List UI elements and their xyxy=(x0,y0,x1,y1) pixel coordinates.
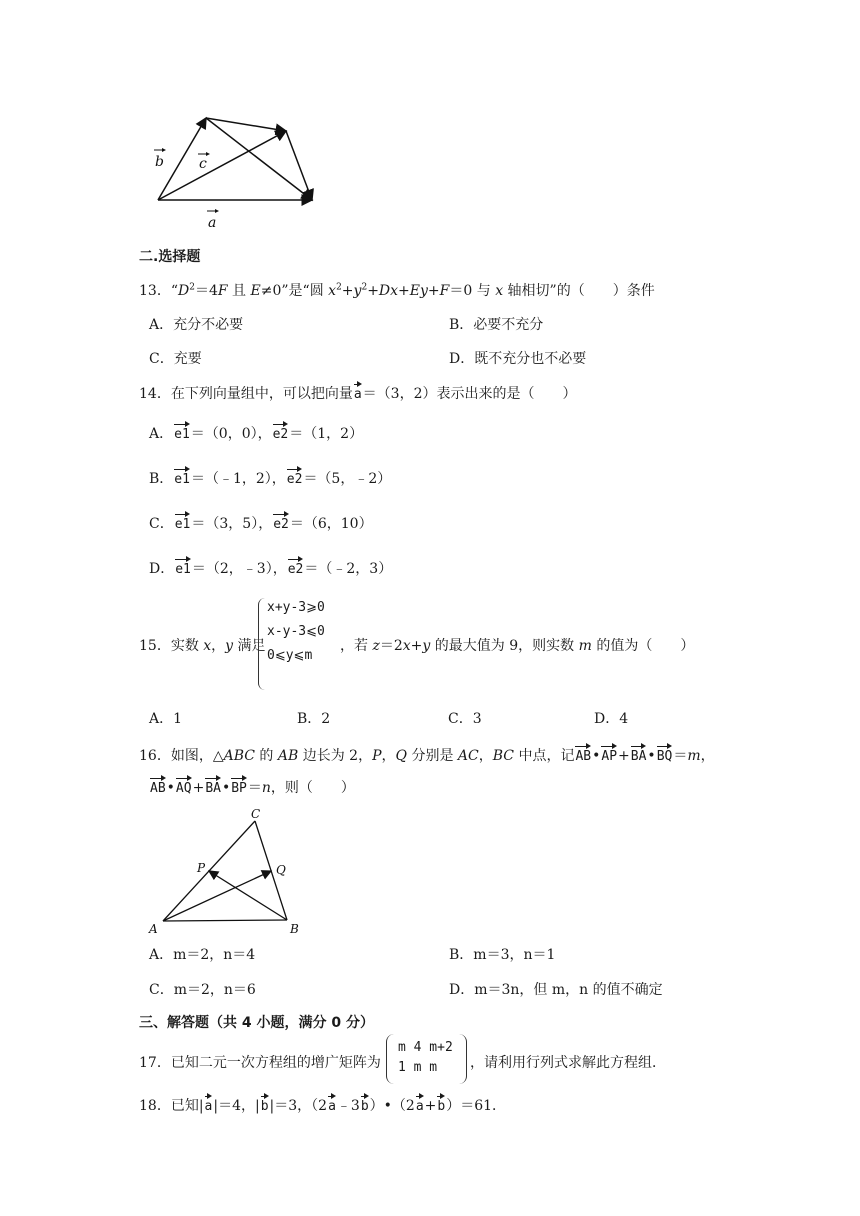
vector-top-line xyxy=(206,118,286,131)
label-b xyxy=(154,148,166,170)
question-13-stem: 13．“$D^2=4F$ 且 E≠0”是“圆 $x^2+y^2+Dx+Ey+F=0$ 与 x 轴相切”的（ ）条件 xyxy=(139,282,655,299)
question-14-stem: 14．在下列向量组中，可以把向量a＝（3，2）表示出来的是（ ） xyxy=(139,382,576,404)
section-heading-choice: 二.选择题 xyxy=(139,249,201,265)
q13-option-a[interactable]: A．充分不必要 xyxy=(149,317,244,333)
q16-option-b[interactable]: B．m＝3，n＝1 xyxy=(449,947,556,963)
svg-text:b: b xyxy=(155,154,164,170)
q14-option-b[interactable]: B．e1＝（﹣1，2），e2＝（5，﹣2） xyxy=(149,467,391,489)
question-18-stem: 18．已知|a|＝4，|b|＝3，（2a﹣3b）•（2a+b）＝61． xyxy=(139,1094,506,1116)
constraint-3: 0⩽y⩽m xyxy=(267,648,313,663)
q13-option-b[interactable]: B．必要不充分 xyxy=(449,317,544,333)
q15-option-b[interactable]: B．2 xyxy=(297,711,331,727)
q15-option-c[interactable]: C．3 xyxy=(448,711,482,727)
q16-option-a[interactable]: A．m＝2，n＝4 xyxy=(149,947,256,963)
constraint-system xyxy=(267,596,325,668)
q16-option-d[interactable]: D．m＝3n，但 m，n 的值不确定 xyxy=(449,982,663,998)
vector-aq xyxy=(163,871,271,921)
side-ab xyxy=(163,920,287,921)
question-15-stem-right: ，若 z＝2x+y 的最大值为 9，则实数 m 的值为（ ） xyxy=(340,638,695,654)
q13-option-d[interactable]: D．既不充分也不必要 xyxy=(449,351,587,367)
svg-text:a: a xyxy=(208,215,217,231)
matrix-left-paren xyxy=(386,1034,395,1084)
svg-text:c: c xyxy=(199,156,207,172)
label-a xyxy=(207,209,219,231)
q15-option-a[interactable]: A．1 xyxy=(149,711,183,727)
vertex-b-label: B xyxy=(290,922,299,936)
constraint-2: x-y-3⩽0 xyxy=(267,624,325,639)
vector-figure-q12 xyxy=(140,108,330,238)
vector-bp xyxy=(209,871,287,920)
q14-option-c[interactable]: C．e1＝（3，5），e2＝（6，10） xyxy=(149,512,373,534)
q16-option-c[interactable]: C．m＝2，n＝6 xyxy=(149,982,256,998)
q13-option-c[interactable]: C．充要 xyxy=(149,351,202,367)
augmented-matrix xyxy=(398,1038,453,1078)
constraint-1: x+y-3⩾0 xyxy=(267,600,325,615)
question-16-stem-line2: AB•AQ+BA•BP＝n，则（ ） xyxy=(149,776,355,798)
question-15-stem-left: 15．实数 x，y 满足 xyxy=(139,638,266,654)
matrix-row-2: 1 m m xyxy=(398,1060,438,1075)
system-brace xyxy=(258,598,265,690)
q14-option-d[interactable]: D．e1＝（2，﹣3），e2＝（﹣2，3） xyxy=(149,557,392,579)
question-16-stem-line1: 16．如图，△ABC 的 AB 边长为 2，P，Q 分别是 AC，BC 中点，记AB•AP+BA•BQ＝m， xyxy=(139,744,715,766)
vertex-c-label: C xyxy=(251,807,261,821)
question-17-stem-right: ，请利用行列式求解此方程组． xyxy=(470,1055,666,1071)
matrix-right-paren xyxy=(458,1034,467,1084)
point-q-label: Q xyxy=(276,863,286,877)
question-17-stem-left: 17．已知二元一次方程组的增广矩阵为 xyxy=(139,1055,381,1071)
q14-option-a[interactable]: A．e1＝（0，0），e2＝（1，2） xyxy=(149,422,363,444)
q15-option-d[interactable]: D．4 xyxy=(594,711,629,727)
vertex-a-label: A xyxy=(149,922,158,936)
triangle-figure-q16 xyxy=(145,804,315,938)
section-heading-answers: 三、解答题（共 4 小题，满分 0 分） xyxy=(139,1015,374,1031)
point-p-label: P xyxy=(197,861,206,875)
matrix-row-1: m 4 m+2 xyxy=(398,1040,453,1055)
label-c xyxy=(198,152,210,172)
